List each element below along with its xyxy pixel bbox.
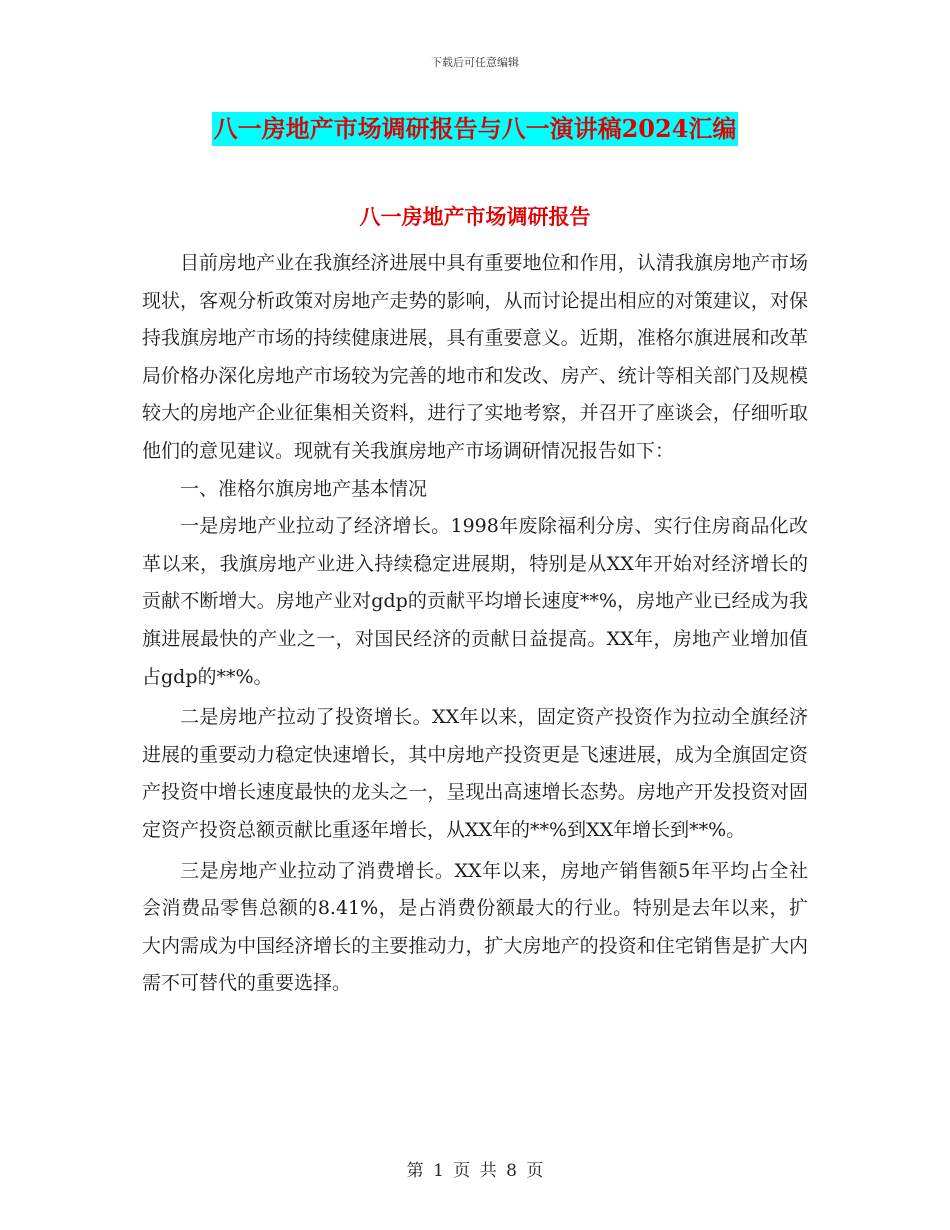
paragraph-intro: 目前房地产业在我旗经济进展中具有重要地位和作用，认清我旗房地产市场现状，客观分析政策对房地产走势的影响，从而讨论提出相应的对策建议，对保持我旗房地产市场的持续健康进展，具有重要意义。近期，准格尔旗进展和改革局价格办深化房地产市场较为完善的地市和发改、房产、统计等相关部门及规模较大的房地产企业征集相关资料，进行了实地考察，并召开了座谈会，仔细听取他们的意见建议。现就有关我旗房地产市场调研情况报告如下： xyxy=(142,252,808,462)
document-body xyxy=(142,245,808,1003)
section-title: 八一房地产市场调研报告 xyxy=(359,204,591,229)
page-number-footer: 第 1 页 共 8 页 xyxy=(406,1161,544,1181)
document-title xyxy=(0,112,950,146)
paragraph-heading-basic-situation: 一、准格尔旗房地产基本情况 xyxy=(180,477,428,500)
document-title-text: 八一房地产市场调研报告与八一演讲稿2024汇编 xyxy=(212,112,739,146)
paragraph-economic-growth: 一是房地产业拉动了经济增长。1998年废除福利分房、实行住房商品化改革以来，我旗房地产业进入持续稳定进展期，特别是从XX年开始对经济增长的贡献不断增大。房地产业对gdp的贡献平均增长速度**%，房地产业已经成为我旗进展最快的产业之一，对国民经济的贡献日益提高。XX年，房地产业增加值占gdp的**%。 xyxy=(142,515,808,688)
paragraph-investment-growth: 二是房地产拉动了投资增长。XX年以来，固定资产投资作为拉动全旗经济进展的重要动力稳定快速增长，其中房地产投资更是飞速进展，成为全旗固定资产投资中增长速度最快的龙头之一，呈现出高速增长态势。房地产开发投资对固定资产投资总额贡献比重逐年增长，从XX年的**%到XX年增长到**%。 xyxy=(142,706,808,841)
paragraph-consumption-growth: 三是房地产业拉动了消费增长。XX年以来，房地产销售额5年平均占全社会消费品零售总额的8.41%，是占消费份额最大的行业。特别是去年以来，扩大内需成为中国经济增长的主要推动力，扩大房地产的投资和住宅销售是扩大内需不可替代的重要选择。 xyxy=(142,859,808,995)
header-note: 下载后可任意编辑 xyxy=(431,56,519,69)
